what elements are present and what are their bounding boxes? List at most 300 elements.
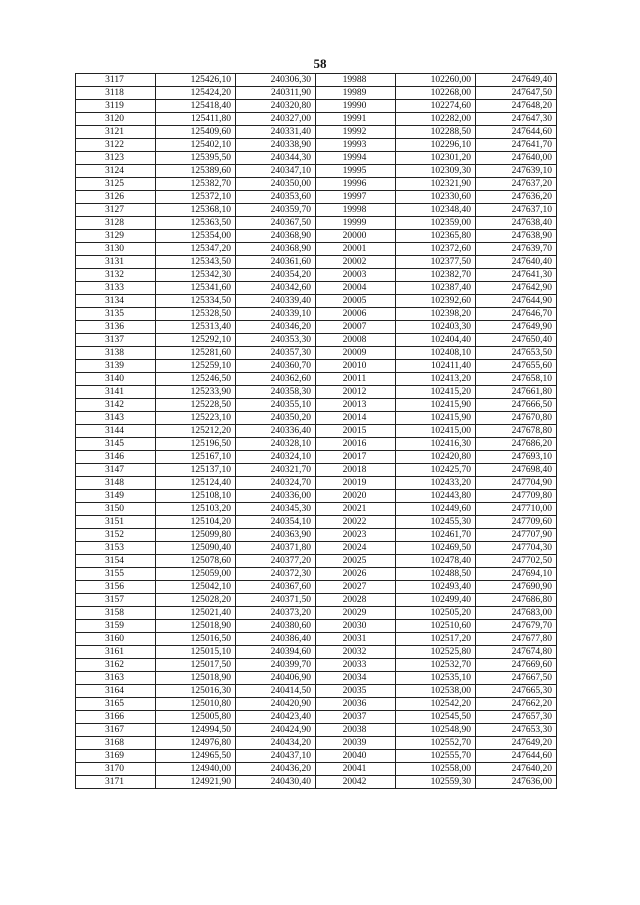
point-number-cell: 3151 (76, 516, 156, 529)
table-row (76, 256, 557, 269)
coordinates-table (75, 73, 557, 789)
point-number-cell: 3137 (76, 334, 156, 347)
x-coordinate-cell: 125347,20 (156, 243, 236, 256)
x-coordinate-cell: 125402,10 (156, 139, 236, 152)
point-number-cell: 20034 (316, 672, 396, 685)
y-coordinate-cell: 240358,30 (236, 386, 316, 399)
table-row (76, 594, 557, 607)
point-number-cell: 3152 (76, 529, 156, 542)
x-coordinate-cell: 125196,50 (156, 438, 236, 451)
y-coordinate-cell: 247640,00 (476, 152, 557, 165)
point-number-cell: 20023 (316, 529, 396, 542)
x-coordinate-cell: 102517,20 (396, 633, 476, 646)
x-coordinate-cell: 125017,50 (156, 659, 236, 672)
y-coordinate-cell: 240424,90 (236, 724, 316, 737)
y-coordinate-cell: 247690,90 (476, 581, 557, 594)
x-coordinate-cell: 125212,20 (156, 425, 236, 438)
x-coordinate-cell: 102403,30 (396, 321, 476, 334)
y-coordinate-cell: 247665,30 (476, 685, 557, 698)
y-coordinate-cell: 240344,30 (236, 152, 316, 165)
table-row (76, 347, 557, 360)
point-number-cell: 3171 (76, 776, 156, 789)
x-coordinate-cell: 125021,40 (156, 607, 236, 620)
point-number-cell: 20011 (316, 373, 396, 386)
point-number-cell: 3162 (76, 659, 156, 672)
point-number-cell: 20017 (316, 451, 396, 464)
x-coordinate-cell: 125018,90 (156, 620, 236, 633)
point-number-cell: 20025 (316, 555, 396, 568)
x-coordinate-cell: 102548,90 (396, 724, 476, 737)
point-number-cell: 20022 (316, 516, 396, 529)
table-row (76, 217, 557, 230)
x-coordinate-cell: 102392,60 (396, 295, 476, 308)
x-coordinate-cell: 124965,50 (156, 750, 236, 763)
x-coordinate-cell: 125259,10 (156, 360, 236, 373)
x-coordinate-cell: 102505,20 (396, 607, 476, 620)
x-coordinate-cell: 102416,30 (396, 438, 476, 451)
y-coordinate-cell: 240371,50 (236, 594, 316, 607)
y-coordinate-cell: 240353,60 (236, 191, 316, 204)
point-number-cell: 3120 (76, 113, 156, 126)
x-coordinate-cell: 125418,40 (156, 100, 236, 113)
table-row (76, 360, 557, 373)
point-number-cell: 20005 (316, 295, 396, 308)
x-coordinate-cell: 102321,90 (396, 178, 476, 191)
x-coordinate-cell: 102268,00 (396, 87, 476, 100)
y-coordinate-cell: 247670,80 (476, 412, 557, 425)
point-number-cell: 20032 (316, 646, 396, 659)
point-number-cell: 3130 (76, 243, 156, 256)
y-coordinate-cell: 240354,10 (236, 516, 316, 529)
x-coordinate-cell: 102433,20 (396, 477, 476, 490)
point-number-cell: 20004 (316, 282, 396, 295)
x-coordinate-cell: 102260,00 (396, 74, 476, 87)
table-row (76, 750, 557, 763)
x-coordinate-cell: 102559,30 (396, 776, 476, 789)
y-coordinate-cell: 240354,20 (236, 269, 316, 282)
point-number-cell: 20041 (316, 763, 396, 776)
point-number-cell: 3150 (76, 503, 156, 516)
x-coordinate-cell: 125342,30 (156, 269, 236, 282)
x-coordinate-cell: 102510,60 (396, 620, 476, 633)
y-coordinate-cell: 247638,90 (476, 230, 557, 243)
point-number-cell: 20012 (316, 386, 396, 399)
point-number-cell: 20042 (316, 776, 396, 789)
x-coordinate-cell: 125233,90 (156, 386, 236, 399)
table-row (76, 633, 557, 646)
table-row (76, 334, 557, 347)
table-row (76, 399, 557, 412)
y-coordinate-cell: 240350,00 (236, 178, 316, 191)
y-coordinate-cell: 247639,10 (476, 165, 557, 178)
table-row (76, 542, 557, 555)
y-coordinate-cell: 247710,00 (476, 503, 557, 516)
y-coordinate-cell: 247641,70 (476, 139, 557, 152)
x-coordinate-cell: 102348,40 (396, 204, 476, 217)
y-coordinate-cell: 247640,20 (476, 763, 557, 776)
y-coordinate-cell: 240357,30 (236, 347, 316, 360)
y-coordinate-cell: 247649,20 (476, 737, 557, 750)
point-number-cell: 3123 (76, 152, 156, 165)
page-number: 58 (313, 56, 327, 71)
x-coordinate-cell: 102359,00 (396, 217, 476, 230)
table-row (76, 763, 557, 776)
x-coordinate-cell: 125292,10 (156, 334, 236, 347)
point-number-cell: 19998 (316, 204, 396, 217)
y-coordinate-cell: 240320,80 (236, 100, 316, 113)
x-coordinate-cell: 102425,70 (396, 464, 476, 477)
x-coordinate-cell: 125382,70 (156, 178, 236, 191)
y-coordinate-cell: 240328,10 (236, 438, 316, 451)
y-coordinate-cell: 247647,30 (476, 113, 557, 126)
table-row (76, 464, 557, 477)
x-coordinate-cell: 125328,50 (156, 308, 236, 321)
y-coordinate-cell: 240436,20 (236, 763, 316, 776)
point-number-cell: 3157 (76, 594, 156, 607)
table-row (76, 139, 557, 152)
y-coordinate-cell: 240434,20 (236, 737, 316, 750)
x-coordinate-cell: 125108,10 (156, 490, 236, 503)
point-number-cell: 20013 (316, 399, 396, 412)
y-coordinate-cell: 247679,70 (476, 620, 557, 633)
x-coordinate-cell: 102301,20 (396, 152, 476, 165)
x-coordinate-cell: 102377,50 (396, 256, 476, 269)
table-row (76, 711, 557, 724)
x-coordinate-cell: 102493,40 (396, 581, 476, 594)
x-coordinate-cell: 102420,80 (396, 451, 476, 464)
x-coordinate-cell: 125368,10 (156, 204, 236, 217)
x-coordinate-cell: 102330,60 (396, 191, 476, 204)
point-number-cell: 3163 (76, 672, 156, 685)
x-coordinate-cell: 102372,60 (396, 243, 476, 256)
table-row (76, 282, 557, 295)
x-coordinate-cell: 102415,20 (396, 386, 476, 399)
x-coordinate-cell: 124976,80 (156, 737, 236, 750)
table-row (76, 230, 557, 243)
table-row (76, 659, 557, 672)
table-row (76, 204, 557, 217)
point-number-cell: 20001 (316, 243, 396, 256)
y-coordinate-cell: 247650,40 (476, 334, 557, 347)
table-row (76, 646, 557, 659)
point-number-cell: 19996 (316, 178, 396, 191)
point-number-cell: 20006 (316, 308, 396, 321)
x-coordinate-cell: 125411,80 (156, 113, 236, 126)
y-coordinate-cell: 247642,90 (476, 282, 557, 295)
y-coordinate-cell: 240420,90 (236, 698, 316, 711)
point-number-cell: 20030 (316, 620, 396, 633)
y-coordinate-cell: 240342,60 (236, 282, 316, 295)
x-coordinate-cell: 125363,50 (156, 217, 236, 230)
point-number-cell: 3138 (76, 347, 156, 360)
point-number-cell: 3170 (76, 763, 156, 776)
x-coordinate-cell: 102408,10 (396, 347, 476, 360)
y-coordinate-cell: 240353,30 (236, 334, 316, 347)
table-row (76, 620, 557, 633)
point-number-cell: 20021 (316, 503, 396, 516)
y-coordinate-cell: 240359,70 (236, 204, 316, 217)
y-coordinate-cell: 240331,40 (236, 126, 316, 139)
point-number-cell: 3140 (76, 373, 156, 386)
table-row (76, 776, 557, 789)
table-row (76, 698, 557, 711)
table-row (76, 438, 557, 451)
y-coordinate-cell: 247693,10 (476, 451, 557, 464)
point-number-cell: 3166 (76, 711, 156, 724)
x-coordinate-cell: 125354,00 (156, 230, 236, 243)
y-coordinate-cell: 247636,00 (476, 776, 557, 789)
x-coordinate-cell: 102387,40 (396, 282, 476, 295)
table-row (76, 724, 557, 737)
y-coordinate-cell: 240324,70 (236, 477, 316, 490)
y-coordinate-cell: 240311,90 (236, 87, 316, 100)
x-coordinate-cell: 102274,60 (396, 100, 476, 113)
table-row (76, 191, 557, 204)
y-coordinate-cell: 247709,60 (476, 516, 557, 529)
y-coordinate-cell: 240430,40 (236, 776, 316, 789)
x-coordinate-cell: 102469,50 (396, 542, 476, 555)
x-coordinate-cell: 102413,20 (396, 373, 476, 386)
x-coordinate-cell: 125389,60 (156, 165, 236, 178)
point-number-cell: 3118 (76, 87, 156, 100)
y-coordinate-cell: 247667,50 (476, 672, 557, 685)
y-coordinate-cell: 247666,50 (476, 399, 557, 412)
y-coordinate-cell: 240361,60 (236, 256, 316, 269)
point-number-cell: 3142 (76, 399, 156, 412)
x-coordinate-cell: 102545,50 (396, 711, 476, 724)
point-number-cell: 20009 (316, 347, 396, 360)
x-coordinate-cell: 125005,80 (156, 711, 236, 724)
table-row (76, 269, 557, 282)
x-coordinate-cell: 125223,10 (156, 412, 236, 425)
y-coordinate-cell: 240406,90 (236, 672, 316, 685)
point-number-cell: 20033 (316, 659, 396, 672)
point-number-cell: 20029 (316, 607, 396, 620)
point-number-cell: 3156 (76, 581, 156, 594)
y-coordinate-cell: 240377,20 (236, 555, 316, 568)
point-number-cell: 3160 (76, 633, 156, 646)
point-number-cell: 3122 (76, 139, 156, 152)
point-number-cell: 20018 (316, 464, 396, 477)
y-coordinate-cell: 247702,50 (476, 555, 557, 568)
x-coordinate-cell: 102415,00 (396, 425, 476, 438)
table-row (76, 516, 557, 529)
point-number-cell: 20024 (316, 542, 396, 555)
point-number-cell: 3155 (76, 568, 156, 581)
table-row (76, 100, 557, 113)
y-coordinate-cell: 247658,10 (476, 373, 557, 386)
point-number-cell: 20019 (316, 477, 396, 490)
point-number-cell: 20020 (316, 490, 396, 503)
x-coordinate-cell: 102382,70 (396, 269, 476, 282)
x-coordinate-cell: 124921,90 (156, 776, 236, 789)
point-number-cell: 20039 (316, 737, 396, 750)
table-row (76, 490, 557, 503)
x-coordinate-cell: 125078,60 (156, 555, 236, 568)
y-coordinate-cell: 240373,20 (236, 607, 316, 620)
point-number-cell: 3128 (76, 217, 156, 230)
y-coordinate-cell: 247655,60 (476, 360, 557, 373)
x-coordinate-cell: 102552,70 (396, 737, 476, 750)
table-row (76, 152, 557, 165)
x-coordinate-cell: 102443,80 (396, 490, 476, 503)
y-coordinate-cell: 247653,50 (476, 347, 557, 360)
x-coordinate-cell: 102558,00 (396, 763, 476, 776)
x-coordinate-cell: 102415,90 (396, 412, 476, 425)
y-coordinate-cell: 240380,60 (236, 620, 316, 633)
y-coordinate-cell: 240339,10 (236, 308, 316, 321)
x-coordinate-cell: 102415,90 (396, 399, 476, 412)
point-number-cell: 3148 (76, 477, 156, 490)
point-number-cell: 19990 (316, 100, 396, 113)
point-number-cell: 20027 (316, 581, 396, 594)
point-number-cell: 3136 (76, 321, 156, 334)
x-coordinate-cell: 125090,40 (156, 542, 236, 555)
y-coordinate-cell: 240437,10 (236, 750, 316, 763)
point-number-cell: 3121 (76, 126, 156, 139)
table-row (76, 568, 557, 581)
x-coordinate-cell: 125167,10 (156, 451, 236, 464)
point-number-cell: 3119 (76, 100, 156, 113)
y-coordinate-cell: 240327,00 (236, 113, 316, 126)
y-coordinate-cell: 247647,50 (476, 87, 557, 100)
y-coordinate-cell: 240336,00 (236, 490, 316, 503)
point-number-cell: 3134 (76, 295, 156, 308)
table-row (76, 555, 557, 568)
y-coordinate-cell: 247678,80 (476, 425, 557, 438)
point-number-cell: 3133 (76, 282, 156, 295)
y-coordinate-cell: 247709,80 (476, 490, 557, 503)
point-number-cell: 3146 (76, 451, 156, 464)
x-coordinate-cell: 125016,50 (156, 633, 236, 646)
point-number-cell: 3167 (76, 724, 156, 737)
point-number-cell: 19997 (316, 191, 396, 204)
x-coordinate-cell: 102449,60 (396, 503, 476, 516)
x-coordinate-cell: 102398,20 (396, 308, 476, 321)
y-coordinate-cell: 240363,90 (236, 529, 316, 542)
point-number-cell: 20007 (316, 321, 396, 334)
table-row (76, 607, 557, 620)
point-number-cell: 20002 (316, 256, 396, 269)
x-coordinate-cell: 102525,80 (396, 646, 476, 659)
y-coordinate-cell: 240368,90 (236, 230, 316, 243)
y-coordinate-cell: 240350,20 (236, 412, 316, 425)
point-number-cell: 20028 (316, 594, 396, 607)
y-coordinate-cell: 247674,80 (476, 646, 557, 659)
table-row (76, 477, 557, 490)
y-coordinate-cell: 247683,00 (476, 607, 557, 620)
point-number-cell: 3149 (76, 490, 156, 503)
y-coordinate-cell: 247707,90 (476, 529, 557, 542)
point-number-cell: 20040 (316, 750, 396, 763)
x-coordinate-cell: 102532,70 (396, 659, 476, 672)
x-coordinate-cell: 102282,00 (396, 113, 476, 126)
x-coordinate-cell: 125010,80 (156, 698, 236, 711)
y-coordinate-cell: 247698,40 (476, 464, 557, 477)
point-number-cell: 19994 (316, 152, 396, 165)
table-row (76, 321, 557, 334)
y-coordinate-cell: 247649,90 (476, 321, 557, 334)
point-number-cell: 3117 (76, 74, 156, 87)
x-coordinate-cell: 125281,60 (156, 347, 236, 360)
x-coordinate-cell: 102535,10 (396, 672, 476, 685)
x-coordinate-cell: 125395,50 (156, 152, 236, 165)
y-coordinate-cell: 247637,10 (476, 204, 557, 217)
y-coordinate-cell: 247657,30 (476, 711, 557, 724)
point-number-cell: 3168 (76, 737, 156, 750)
y-coordinate-cell: 240321,70 (236, 464, 316, 477)
point-number-cell: 3129 (76, 230, 156, 243)
y-coordinate-cell: 247649,40 (476, 74, 557, 87)
point-number-cell: 20016 (316, 438, 396, 451)
x-coordinate-cell: 125334,50 (156, 295, 236, 308)
point-number-cell: 20037 (316, 711, 396, 724)
x-coordinate-cell: 125409,60 (156, 126, 236, 139)
y-coordinate-cell: 240394,60 (236, 646, 316, 659)
y-coordinate-cell: 247661,80 (476, 386, 557, 399)
point-number-cell: 3161 (76, 646, 156, 659)
point-number-cell: 19992 (316, 126, 396, 139)
point-number-cell: 3153 (76, 542, 156, 555)
table-row (76, 113, 557, 126)
y-coordinate-cell: 240367,60 (236, 581, 316, 594)
point-number-cell: 20036 (316, 698, 396, 711)
point-number-cell: 3135 (76, 308, 156, 321)
y-coordinate-cell: 247704,30 (476, 542, 557, 555)
x-coordinate-cell: 102365,80 (396, 230, 476, 243)
x-coordinate-cell: 124994,50 (156, 724, 236, 737)
x-coordinate-cell: 125104,20 (156, 516, 236, 529)
point-number-cell: 3141 (76, 386, 156, 399)
y-coordinate-cell: 240360,70 (236, 360, 316, 373)
x-coordinate-cell: 125018,90 (156, 672, 236, 685)
table-row (76, 737, 557, 750)
y-coordinate-cell: 247638,40 (476, 217, 557, 230)
x-coordinate-cell: 125426,10 (156, 74, 236, 87)
y-coordinate-cell: 247686,20 (476, 438, 557, 451)
y-coordinate-cell: 240336,40 (236, 425, 316, 438)
point-number-cell: 3124 (76, 165, 156, 178)
point-number-cell: 3126 (76, 191, 156, 204)
x-coordinate-cell: 125042,10 (156, 581, 236, 594)
x-coordinate-cell: 102309,30 (396, 165, 476, 178)
y-coordinate-cell: 240362,60 (236, 373, 316, 386)
y-coordinate-cell: 247662,20 (476, 698, 557, 711)
table-row (76, 308, 557, 321)
y-coordinate-cell: 240355,10 (236, 399, 316, 412)
x-coordinate-cell: 102542,20 (396, 698, 476, 711)
table-row (76, 503, 557, 516)
table-row (76, 243, 557, 256)
point-number-cell: 3127 (76, 204, 156, 217)
y-coordinate-cell: 247677,80 (476, 633, 557, 646)
point-number-cell: 19988 (316, 74, 396, 87)
y-coordinate-cell: 247644,60 (476, 750, 557, 763)
point-number-cell: 3169 (76, 750, 156, 763)
point-number-cell: 3131 (76, 256, 156, 269)
y-coordinate-cell: 240324,10 (236, 451, 316, 464)
point-number-cell: 3143 (76, 412, 156, 425)
point-number-cell: 3164 (76, 685, 156, 698)
y-coordinate-cell: 240346,20 (236, 321, 316, 334)
x-coordinate-cell: 125343,50 (156, 256, 236, 269)
x-coordinate-cell: 102538,00 (396, 685, 476, 698)
x-coordinate-cell: 125028,20 (156, 594, 236, 607)
y-coordinate-cell: 240423,40 (236, 711, 316, 724)
point-number-cell: 20010 (316, 360, 396, 373)
y-coordinate-cell: 240306,30 (236, 74, 316, 87)
y-coordinate-cell: 247637,20 (476, 178, 557, 191)
